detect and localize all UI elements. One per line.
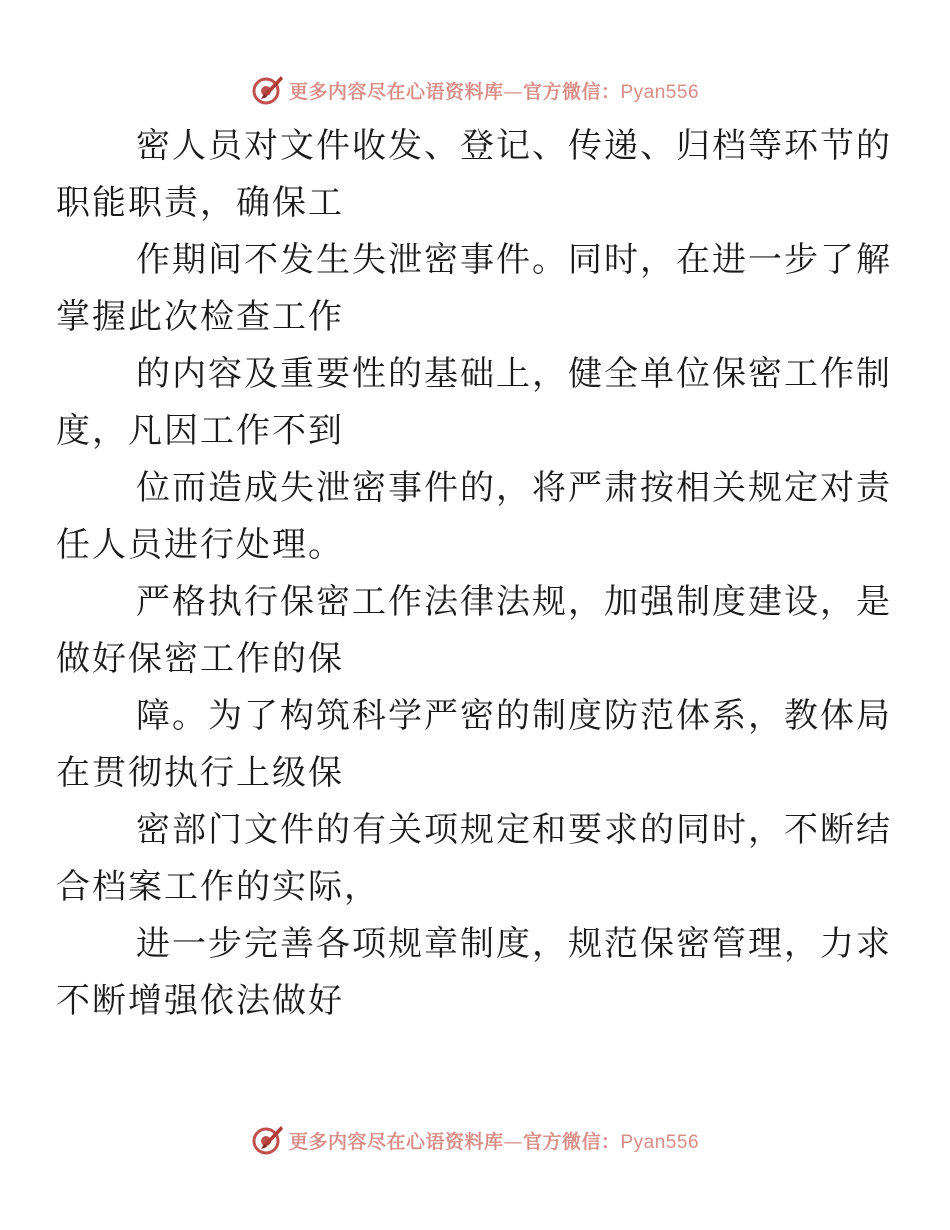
paragraph-line: 度，凡因工作不到 — [56, 411, 344, 451]
footer-banner-separator: — — [503, 1130, 523, 1153]
footer-banner-wechat-id: Pyan556 — [620, 1131, 700, 1153]
quill-pen-logo-icon — [251, 1123, 285, 1157]
paragraph-line: 不断增强依法做好 — [56, 981, 344, 1021]
quill-pen-logo-icon — [251, 73, 285, 107]
paragraph-line: 的内容及重要性的基础上，健全单位保密工作制 — [136, 354, 892, 394]
paragraph — [56, 232, 892, 346]
paragraph-line: 进一步完善各项规章制度，规范保密管理，力求 — [136, 924, 892, 964]
paragraph-line: 职能职责，确保工 — [56, 183, 344, 223]
paragraph — [56, 346, 892, 460]
footer-banner-text — [289, 1127, 699, 1154]
header-banner-main: 更多内容尽在心语资料库 — [288, 80, 504, 103]
paragraph-line: 合档案工作的实际， — [56, 867, 380, 907]
header-banner-wechat-id: Pyan556 — [620, 81, 700, 103]
paragraph-line: 作期间不发生失泄密事件。同时，在进一步了解 — [136, 240, 892, 280]
footer-banner-main: 更多内容尽在心语资料库 — [288, 1130, 504, 1153]
header-banner-text — [289, 77, 699, 104]
paragraph — [56, 574, 892, 688]
paragraph-line: 位而造成失泄密事件的，将严肃按相关规定对责 — [136, 468, 892, 508]
paragraph — [56, 118, 892, 232]
paragraph-line: 障。为了构筑科学严密的制度防范体系，教体局 — [136, 696, 892, 736]
header-banner-official: 官方微信： — [522, 80, 621, 103]
paragraph — [56, 916, 892, 1030]
footer-banner-official: 官方微信： — [522, 1130, 621, 1153]
paragraph-line: 密部门文件的有关项规定和要求的同时，不断结 — [136, 810, 892, 850]
paragraph-line: 密人员对文件收发、登记、传递、归档等环节的 — [136, 126, 892, 166]
paragraph — [56, 688, 892, 802]
paragraph-line: 做好保密工作的保 — [56, 639, 344, 679]
paragraph — [56, 460, 892, 574]
paragraph — [56, 802, 892, 916]
footer-banner — [0, 1120, 950, 1160]
paragraph-line: 在贯彻执行上级保 — [56, 753, 344, 793]
paragraph-line: 任人员进行处理。 — [56, 525, 344, 565]
paragraph-line: 严格执行保密工作法律法规，加强制度建设，是 — [136, 582, 892, 622]
header-banner-separator: — — [503, 80, 523, 103]
document-body — [56, 118, 892, 1030]
header-banner — [0, 70, 950, 110]
paragraph-line: 掌握此次检查工作 — [56, 297, 344, 337]
